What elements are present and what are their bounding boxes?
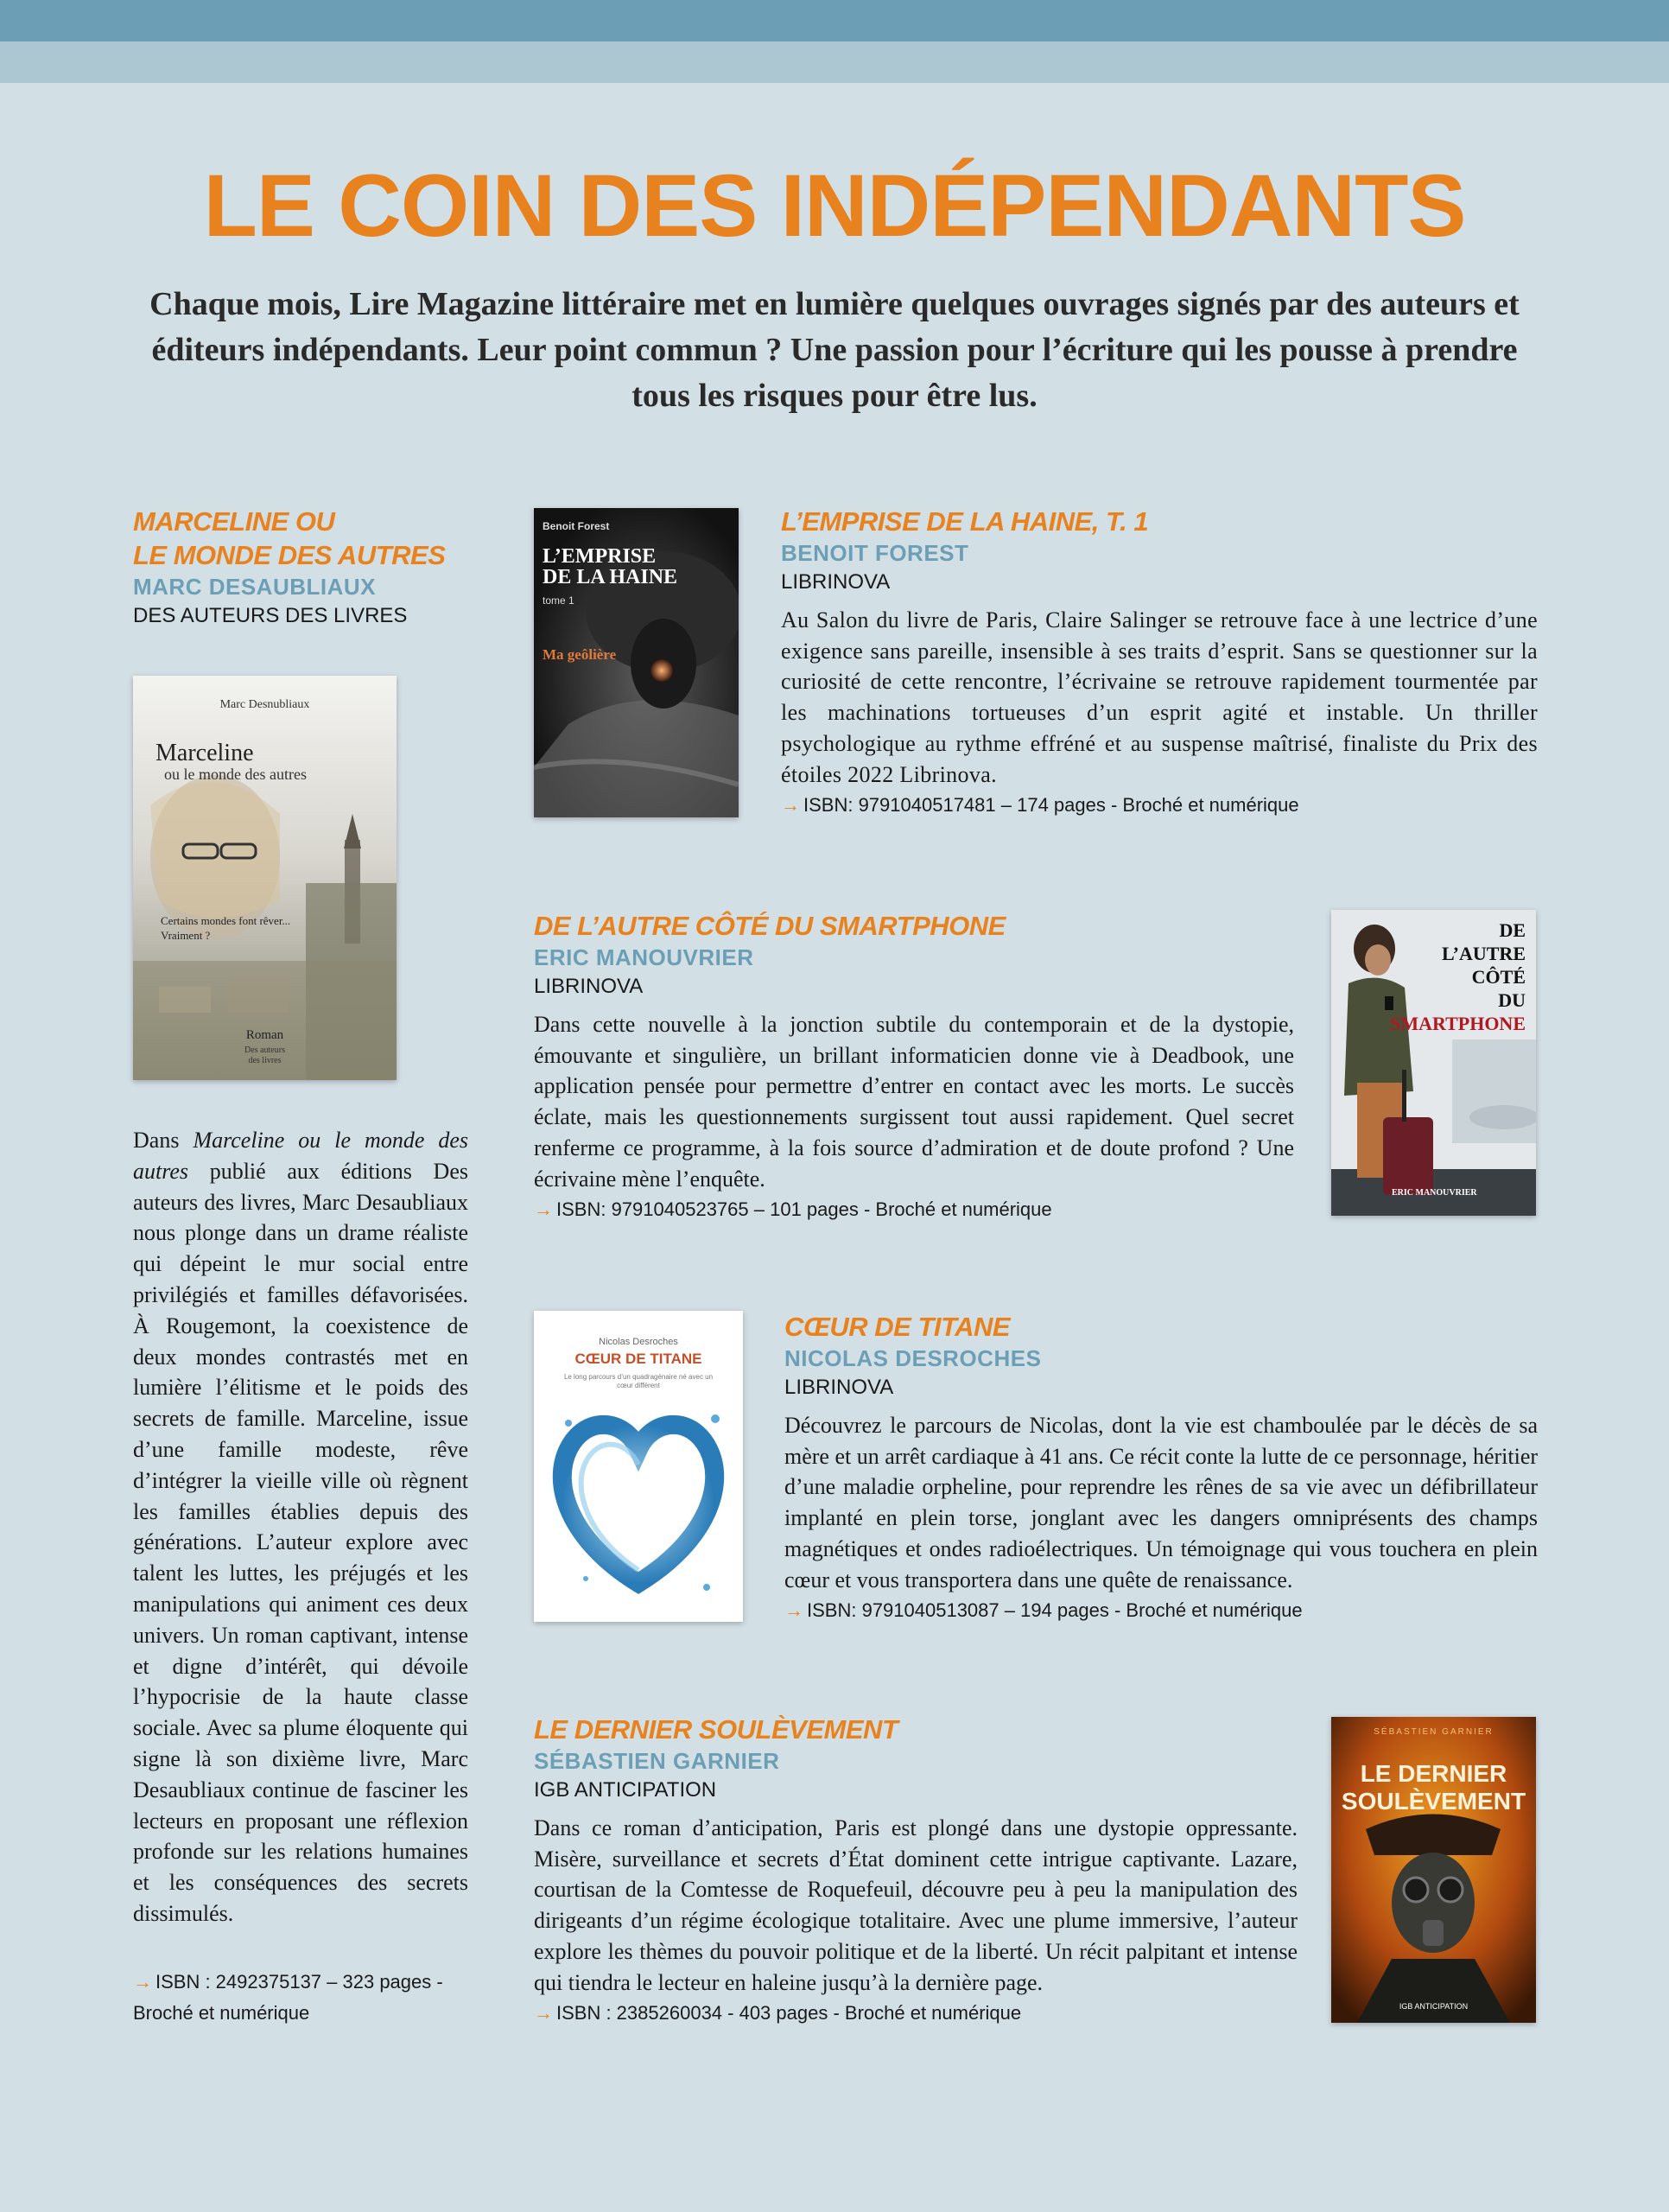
desc-italic-title: Marceline ou le monde des autres xyxy=(133,1128,469,1184)
cover-genre: Roman xyxy=(245,1028,284,1042)
isbn-line2: Broché et numérique xyxy=(133,2002,310,2024)
top-band-dark xyxy=(0,0,1669,41)
book-isbn: ISBN : 2385260034 - 403 pages - Broché et numérique xyxy=(556,2002,1022,2024)
book-marceline-description xyxy=(133,1125,468,1929)
cover-subtitle: Le long parcours d’un quadragénaire né avec un cœur différent xyxy=(563,1373,714,1389)
book-title: DE L’AUTRE CÔTÉ DU SMARTPHONE xyxy=(534,911,1006,941)
book-cover-emprise xyxy=(534,508,739,817)
page-title: LE COIN DES INDÉPENDANTS xyxy=(203,156,1466,255)
cover-title: CŒUR DE TITANE xyxy=(574,1351,702,1367)
book-publisher: LIBRINOVA xyxy=(781,570,891,594)
cover-publisher: IGB ANTICIPATION xyxy=(1399,2002,1469,2011)
book-isbn: ISBN: 9791040513087 – 194 pages - Broché et numérique xyxy=(807,1599,1303,1622)
arrow-icon: → xyxy=(534,1198,553,1221)
book-publisher: DES AUTEURS DES LIVRES xyxy=(133,604,408,627)
cover-author: Benoit Forest xyxy=(543,520,610,532)
book-author: BENOIT FOREST xyxy=(781,540,969,566)
book-coeur-text xyxy=(784,1310,1538,1626)
cover-subtitle: ou le monde des autres xyxy=(164,766,307,783)
book-author: ERIC MANOUVRIER xyxy=(534,944,754,970)
book-description: Dans ce roman d’anticipation, Paris est plongé dans une dystopie oppressante. Misère, surveillance et secrets d’État dominent cette intrigue captivante. Lazare, courtisan de la Comtesse de Roquefeuil, découvre peu à peu la manipulation des dirigeants d’un régime écologique totalitaire. Avec une plume immersive, l’auteur explore les thèmes du pouvoir politique et de la liberté. Un récit palpitant et intense qui tiendra le lecteur en haleine jusqu’à la dernière page. xyxy=(534,1815,1298,1995)
cover-author: Marc Desnubliaux xyxy=(219,698,310,711)
cover-art-marceline xyxy=(133,676,397,1080)
cover-title-line1: L’EMPRISE xyxy=(543,545,657,568)
intro-paragraph: Chaque mois, Lire Magazine littéraire met en lumière quelques ouvrages signés par des auteurs et éditeurs indépendants. Leur point commun ? Une passion pour l’écriture qui les pousse à prendre tous les risques pour être lus. xyxy=(149,286,1520,414)
cover-tome: tome 1 xyxy=(543,594,574,607)
cover-tagline2: Vraiment ? xyxy=(161,929,211,942)
isbn-line1: ISBN : 2492375137 – 323 pages - xyxy=(155,1971,443,1993)
cover-title-line1: LE DERNIER xyxy=(1360,1760,1507,1787)
book-description: Découvrez le parcours de Nicolas, dont la vie est chamboulée par le décès de sa mère et un arrêt cardiaque à 41 ans. Ce récit conte la lutte de ce personnage, héritier d’une maladie orpheline, pour reprendre les rênes de sa vie avec un défibrillateur implanté en plein torse, jonglant avec les dangers omniprésents des champs magnétiques et ondes radioélectriques. Un témoignage qui vous touchera en plein cœur et vous transportera dans une quête de renaissance. xyxy=(784,1413,1539,1592)
book-publisher: LIBRINOVA xyxy=(784,1376,894,1399)
cover-title-line2: SOULÈVEMENT xyxy=(1341,1788,1526,1815)
book-title: CŒUR DE TITANE xyxy=(784,1312,1011,1342)
book-emprise-text xyxy=(781,505,1538,821)
book-description: Dans cette nouvelle à la jonction subtile du contemporain et de la dystopie, émouvante et singulière, un brillant informaticien donne vie à Deadbook, une application pensée pour permettre d’entrer en contact avec les morts. Le succès éclate, mais les questionnements surgissent tout aussi rapidement. Quel secret renferme ce programme, à la fois source d’admiration et de doute profond ? Une écrivaine mène l’enquête. xyxy=(534,1012,1294,1192)
cover-author: SÉBASTIEN GARNIER xyxy=(1374,1727,1494,1737)
book-cover-soulevement xyxy=(1331,1717,1536,2023)
book-cover-marceline xyxy=(133,676,397,1080)
book-description: Au Salon du livre de Paris, Claire Salinger se retrouve face à une lectrice d’une exigence sans pareille, insensible à ses traits d’esprit. Sans se questionner sur la curiosité de cette rencontre, l’écrivaine se retrouve rapidement tourmentée par les machinations tortueuses d’un esprit agité et instable. Un thriller psychologique au rythme effréné et au suspense maîtrisé, finaliste du Prix des étoiles 2022 Librinova. xyxy=(781,607,1538,787)
cover-publisher1: Des auteurs xyxy=(244,1046,285,1055)
book-title: L’EMPRISE DE LA HAINE, T. 1 xyxy=(781,506,1149,537)
book-publisher: IGB ANTICIPATION xyxy=(534,1778,717,1802)
book-cover-coeur xyxy=(534,1311,743,1622)
arrow-icon: → xyxy=(784,1599,803,1622)
book-publisher: LIBRINOVA xyxy=(534,975,644,998)
book-marceline-header xyxy=(133,505,470,630)
cover-author: Nicolas Desroches xyxy=(599,1337,678,1347)
book-author: NICOLAS DESROCHES xyxy=(784,1345,1042,1371)
book-isbn: ISBN: 9791040517481 – 174 pages - Broché et numérique xyxy=(803,794,1299,817)
book-marceline-isbn xyxy=(133,1967,470,2029)
arrow-icon: → xyxy=(133,1971,152,1993)
top-band-light xyxy=(0,41,1669,83)
book-title-line1: MARCELINE OU xyxy=(133,506,335,537)
arrow-icon: → xyxy=(534,2002,553,2024)
book-title-line2: LE MONDE DES AUTRES xyxy=(133,540,446,570)
desc-intro: Dans xyxy=(133,1128,194,1153)
book-cover-smartphone xyxy=(1331,910,1536,1216)
cover-title-line2: DE LA HAINE xyxy=(543,566,678,588)
arrow-icon: → xyxy=(781,794,800,817)
cover-tagline1: Certains mondes font rêver... xyxy=(161,914,291,927)
cover-publisher2: des livres xyxy=(248,1056,282,1065)
cover-author: ERIC MANOUVRIER xyxy=(1392,1188,1477,1198)
book-author: SÉBASTIEN GARNIER xyxy=(534,1748,780,1774)
book-author: MARC DESAUBLIAUX xyxy=(133,574,376,600)
desc-body: publié aux éditions Des auteurs des livres, Marc Desaubliaux nous plonge dans un drame réaliste qui dépeint le mur social entre privilégiés et familles défavorisées. À Rougemont, la coexistence de deux mondes contrastés met en lumière l’élitisme et le poids des secrets de famille. Marceline, issue d’une famille modeste, rêve d’intégrer la vieille ville où règnent les familles établies depuis des générations. L’auteur explore avec talent les luttes, les préjugés et les manipulations qui animent ces deux univers. Un roman captivant, intense et digne d’intérêt, qui dévoile l’hypocrisie de la haute classe sociale. Avec sa plume éloquente qui signe là son dixième livre, Marc Desaubliaux continue de fasciner les lecteurs en proposant une réflexion profonde sur les relations humaines et les conséquences des secrets dissimulés. xyxy=(133,1158,468,1926)
book-smartphone-text xyxy=(534,909,1294,1225)
cover-title: DE L’AUTRE CÔTÉ DU SMARTPHONE xyxy=(1390,919,1526,1034)
book-soulevement-text xyxy=(534,1713,1298,2029)
book-title: LE DERNIER SOULÈVEMENT xyxy=(534,1714,898,1745)
book-isbn: ISBN: 9791040523765 – 101 pages - Broché et numérique xyxy=(556,1198,1052,1221)
cover-subtitle: Ma geôlière xyxy=(543,646,617,663)
cover-title: Marceline xyxy=(155,740,254,766)
